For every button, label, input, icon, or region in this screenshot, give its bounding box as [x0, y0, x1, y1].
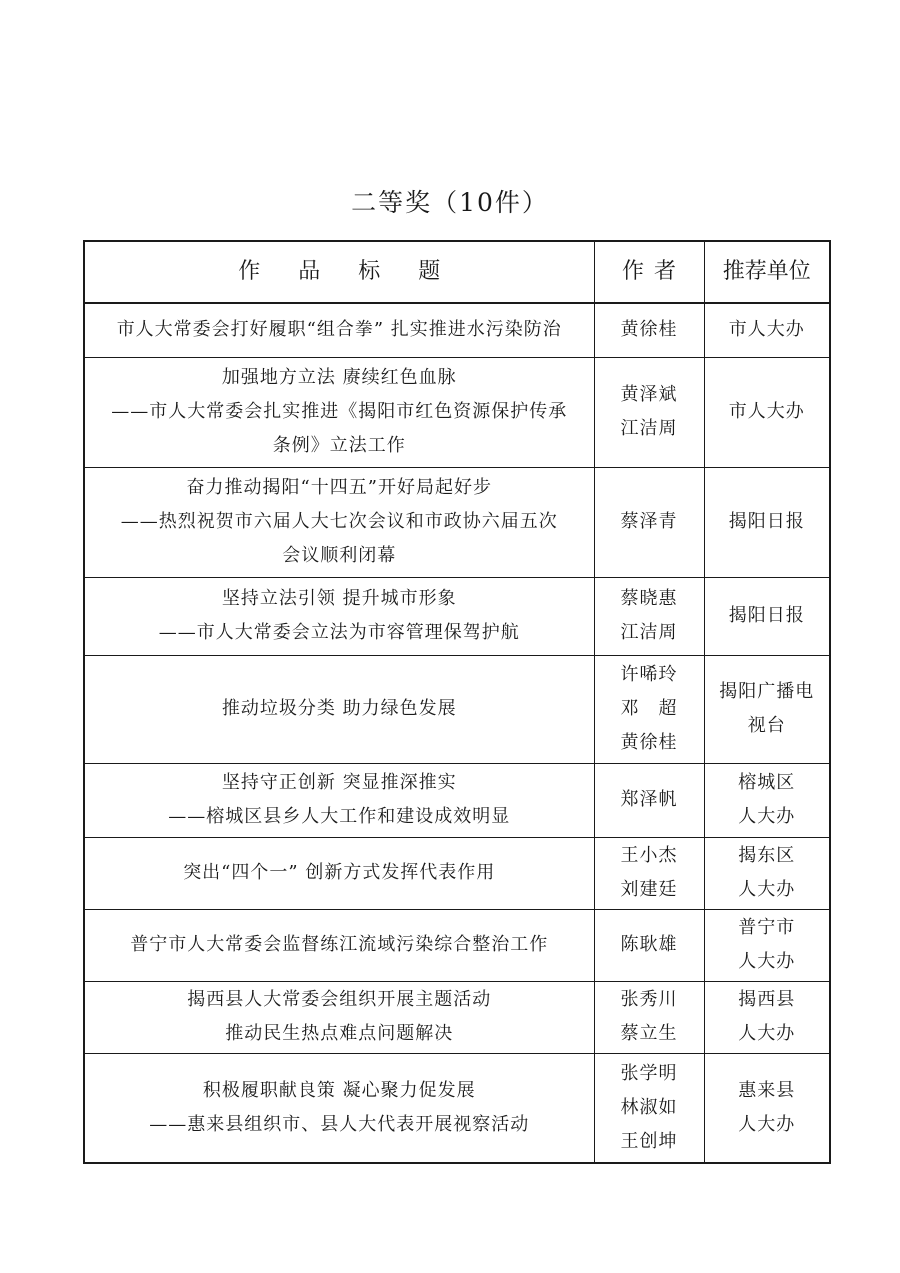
author-cell-line: 江洁周: [620, 622, 678, 643]
recommending-unit-cell-line: 人大办: [738, 879, 796, 900]
work-title-cell-line: ——市人大常委会立法为市容管理保驾护航: [158, 622, 520, 643]
author-cell-line: 蔡立生: [620, 1023, 678, 1044]
author-cell-line: 张秀川: [620, 989, 678, 1010]
recommending-unit-cell: [704, 837, 830, 909]
author-cell: [594, 763, 704, 837]
author-cell-line: 王小杰: [620, 845, 678, 866]
work-title-cell-line: 积极履职献良策 凝心聚力促发展: [202, 1079, 476, 1101]
author-cell: [594, 909, 704, 981]
work-title-cell-line: 推动民生热点难点问题解决: [225, 1023, 454, 1044]
author-cell-line: 黄徐桂: [620, 732, 678, 753]
author-cell-line: 许唏玲: [620, 664, 678, 685]
author-cell: [594, 577, 704, 655]
recommending-unit-cell: [704, 981, 830, 1053]
author-cell-line: 刘建廷: [620, 879, 678, 900]
author-cell-line: 陈耿雄: [620, 934, 678, 955]
author-cell-line: 蔡泽青: [620, 511, 678, 532]
author-cell: [594, 655, 704, 763]
author-cell-line: 郑泽帆: [620, 789, 678, 810]
work-title-cell: [84, 763, 594, 837]
recommending-unit-cell-line: 人大办: [738, 1113, 796, 1135]
recommending-unit-cell-line: 揭阳日报: [728, 511, 805, 532]
header-author: 作者: [594, 241, 704, 303]
recommending-unit-cell-line: 人大办: [738, 951, 796, 972]
work-title-cell-line: 坚持立法引领 提升城市形象: [221, 588, 457, 609]
author-cell-line: 张学明: [620, 1062, 678, 1084]
table-row: [84, 837, 830, 909]
table-row: [84, 577, 830, 655]
author-cell-line: 王创坤: [620, 1130, 678, 1152]
author-cell-line: 黄泽斌: [620, 384, 678, 405]
table-row: [84, 655, 830, 763]
work-title-cell-line: ——惠来县组织市、县人大代表开展视察活动: [149, 1113, 530, 1135]
recommending-unit-cell-line: 惠来县: [738, 1079, 796, 1101]
work-title-cell: [84, 1053, 594, 1163]
work-title-cell-line: 市人大常委会打好履职“组合拳” 扎实推进水污染防治: [116, 319, 562, 341]
work-title-cell: [84, 837, 594, 909]
work-title-cell-line: 会议顺利闭幕: [282, 545, 397, 566]
recommending-unit-cell: [704, 303, 830, 357]
table-body: [84, 303, 830, 1163]
author-cell-line: 林淑如: [620, 1096, 678, 1118]
work-title-cell: [84, 981, 594, 1053]
author-cell-line: 蔡晓惠: [620, 588, 678, 609]
work-title-cell-line: ——榕城区县乡人大工作和建设成效明显: [168, 806, 511, 827]
recommending-unit-cell-line: 揭西县: [738, 989, 796, 1010]
table-row: [84, 357, 830, 467]
recommending-unit-cell: [704, 909, 830, 981]
recommending-unit-cell-line: 市人大办: [728, 401, 805, 422]
recommending-unit-cell: [704, 467, 830, 577]
work-title-cell-line: ——热烈祝贺市六届人大七次会议和市政协六届五次: [120, 511, 558, 532]
recommending-unit-cell-line: 人大办: [738, 806, 796, 827]
author-cell: [594, 837, 704, 909]
recommending-unit-cell-line: 榕城区: [738, 772, 796, 793]
recommending-unit-cell: [704, 655, 830, 763]
recommending-unit-cell-line: 人大办: [738, 1023, 796, 1044]
recommending-unit-cell-line: 普宁市: [738, 917, 796, 938]
recommending-unit-cell-line: 揭阳日报: [728, 605, 805, 626]
author-cell-line: 邓 超: [620, 698, 678, 719]
author-cell-line: 江洁周: [620, 418, 678, 439]
recommending-unit-cell-line: 视台: [747, 715, 786, 736]
work-title-cell-line: 奋力推动揭阳“十四五”开好局起好步: [186, 477, 492, 498]
table-row: [84, 909, 830, 981]
recommending-unit-cell: [704, 577, 830, 655]
recommending-unit-cell-line: 揭东区: [738, 845, 796, 866]
work-title-cell-line: 揭西县人大常委会组织开展主题活动: [187, 989, 492, 1010]
work-title-cell-line: 加强地方立法 赓续红色血脉: [221, 367, 457, 388]
table-row: [84, 981, 830, 1053]
work-title-cell-line: 推动垃圾分类 助力绿色发展: [221, 698, 457, 719]
awards-table: [83, 240, 831, 1164]
header-unit: 推荐单位: [704, 241, 830, 303]
recommending-unit-cell: [704, 763, 830, 837]
work-title-cell: [84, 303, 594, 357]
author-cell: [594, 1053, 704, 1163]
author-cell-line: 黄徐桂: [620, 319, 678, 341]
author-cell: [594, 981, 704, 1053]
table-row: [84, 763, 830, 837]
work-title-cell: [84, 467, 594, 577]
page-title: 二等奖（10件）: [351, 188, 549, 217]
recommending-unit-cell-line: 市人大办: [728, 319, 805, 341]
work-title-cell-line: 条例》立法工作: [272, 435, 406, 456]
table-row: [84, 1053, 830, 1163]
recommending-unit-cell: [704, 357, 830, 467]
work-title-cell-line: 突出“四个一” 创新方式发挥代表作用: [183, 862, 496, 883]
work-title-cell-line: 坚持守正创新 突显推深推实: [221, 772, 457, 793]
work-title-cell: [84, 357, 594, 467]
author-cell: [594, 467, 704, 577]
header-title: 作品标题: [84, 241, 594, 303]
work-title-cell: [84, 655, 594, 763]
work-title-cell: [84, 577, 594, 655]
work-title-cell-line: 普宁市人大常委会监督练江流域污染综合整治工作: [130, 934, 549, 955]
table-header-row: [84, 241, 830, 303]
work-title-cell: [84, 909, 594, 981]
author-cell: [594, 357, 704, 467]
table-row: [84, 467, 830, 577]
work-title-cell-line: ——市人大常委会扎实推进《揭阳市红色资源保护传承: [111, 401, 568, 422]
table-row: [84, 303, 830, 357]
author-cell: [594, 303, 704, 357]
recommending-unit-cell: [704, 1053, 830, 1163]
recommending-unit-cell-line: 揭阳广播电: [719, 681, 815, 702]
